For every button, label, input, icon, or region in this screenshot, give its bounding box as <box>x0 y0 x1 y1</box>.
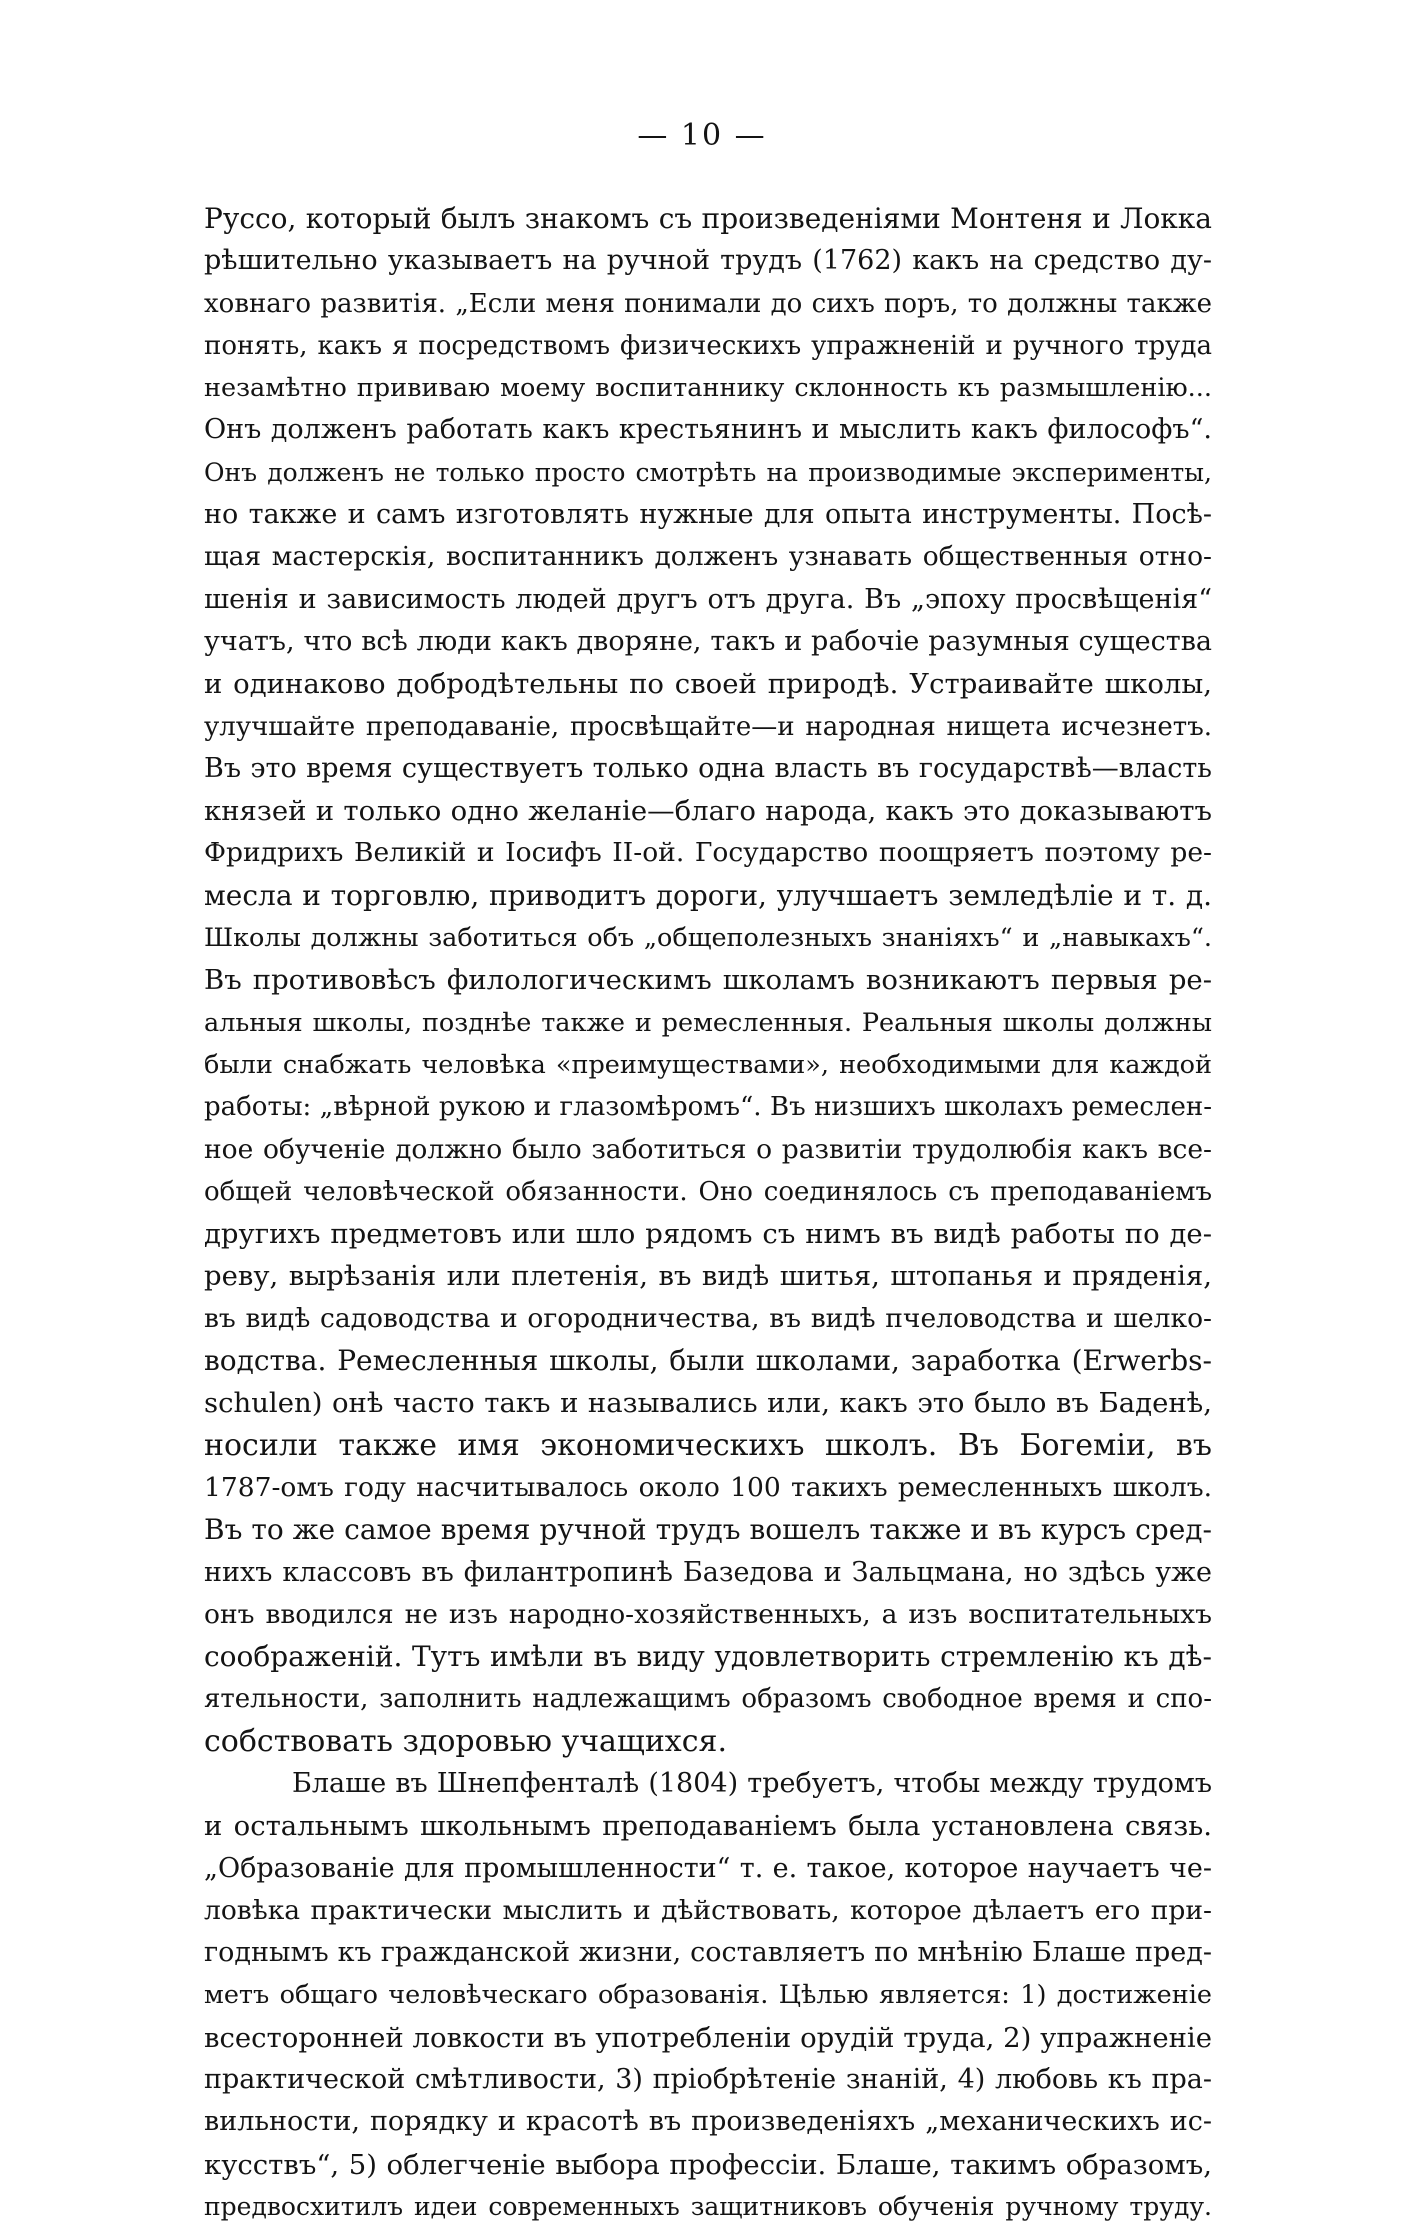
text-line: и одинаково добродѣтельны по своей природѣ. Устраивайте школы, <box>204 668 1212 701</box>
text-line: рѣшительно указываетъ на ручной трудъ (1762) какъ на средство ду- <box>204 245 1212 277</box>
text-line: ное обученіе должно было заботиться о развитіи трудолюбія какъ все- <box>204 1133 1212 1165</box>
text-line: Фридрихъ Великій и Іосифъ II-ой. Государство поощряетъ поэтому ре- <box>204 837 1212 869</box>
text-line: Въ противовѣсъ филологическимъ школамъ возникаютъ первыя ре- <box>204 964 1212 997</box>
text-line: ятельности, заполнить надлежащимъ образомъ свободное время и спо- <box>204 1684 1212 1715</box>
text-line: князей и только одно желаніе—благо народа, какъ это доказываютъ <box>204 795 1212 828</box>
text-line: Школы должны заботиться объ „общеполезныхъ знаніяхъ“ и „навыкахъ“. <box>204 923 1212 954</box>
text-line: кусствъ“, 5) облегченіе выбора профессіи. Блаше, такимъ образомъ, <box>204 2148 1212 2181</box>
paragraph-2 <box>204 1763 1212 2228</box>
paragraph-1 <box>204 198 1212 1763</box>
text-line: Онъ долженъ не только просто смотрѣть на производимые эксперименты, <box>204 457 1212 487</box>
text-line: носили также имя экономическихъ школъ. Въ Богеміи, въ <box>204 1427 1212 1463</box>
text-line: вильности, порядку и красотѣ въ произведеніяхъ „механическихъ ис- <box>204 2106 1212 2138</box>
text-line: соображеній. Тутъ имѣли въ виду удовлетворить стремленію къ дѣ- <box>204 1640 1212 1674</box>
text-line: работы: „вѣрной рукою и глазомѣромъ“. Въ низшихъ школахъ ремеслен- <box>204 1092 1212 1123</box>
text-line: годнымъ къ гражданской жизни, составляетъ по мнѣнію Блаше пред- <box>204 1937 1212 1969</box>
text-line: Руссо, который былъ знакомъ съ произведеніями Монтеня и Локка <box>204 202 1212 235</box>
text-line: практической смѣтливости, 3) пріобрѣтеніе знаній, 4) любовь къ пра- <box>204 2064 1212 2096</box>
text-line: всесторонней ловкости въ употребленіи орудій труда, 2) упражненіе <box>204 2021 1212 2054</box>
text-line: метъ общаго человѣческаго образованія. Цѣлью является: 1) достиженіе <box>204 1980 1212 2011</box>
text-line: предвосхитилъ идеи современныхъ защитниковъ обученія ручному труду. <box>204 2191 1212 2221</box>
text-line: но также и самъ изготовлять нужные для опыта инструменты. Посѣ- <box>204 499 1212 531</box>
text-line: онъ вводился не изъ народно-хозяйственныхъ, а изъ воспитательныхъ <box>204 1598 1212 1630</box>
text-line: общей человѣческой обязанности. Оно соединялось съ преподаваніемъ <box>204 1176 1212 1207</box>
text-line: Онъ долженъ работать какъ крестьянинъ и мыслить какъ философъ“. <box>204 414 1212 446</box>
text-line: понять, какъ я посредствомъ физическихъ упражненій и ручного труда <box>204 330 1212 361</box>
text-line: и остальнымъ школьнымъ преподаваніемъ была установлена связь. <box>204 1810 1212 1843</box>
page-number: — 10 — <box>637 118 767 153</box>
text-line: 1787-омъ году насчитывалось около 100 такихъ ремесленныхъ школъ. <box>204 1471 1212 1503</box>
text-line: „Образованіе для промышленности“ т. е. такое, которое научаетъ че- <box>204 1852 1212 1884</box>
text-line: щая мастерскія, воспитанникъ долженъ узнавать общественныя отно- <box>204 541 1212 573</box>
text-line: нихъ классовъ въ филантропинѣ Базедова и Зальцмана, но здѣсь уже <box>204 1556 1212 1588</box>
text-line: schulen) онѣ часто такъ и назывались или, какъ это было въ Баденѣ, <box>204 1387 1212 1420</box>
text-line: Блаше въ Шнепфенталѣ (1804) требуетъ, чтобы между трудомъ <box>292 1767 1212 1799</box>
body-text <box>204 198 1212 2228</box>
text-line: ховнаго развитія. „Если меня понимали до сихъ поръ, то должны также <box>204 288 1212 319</box>
text-line: реву, вырѣзанія или плетенія, въ видѣ шитья, штопанья и пряденія, <box>204 1260 1212 1293</box>
text-line: улучшайте преподаваніе, просвѣщайте—и народная нищета исчезнетъ. <box>204 711 1212 742</box>
text-line: учатъ, что всѣ люди какъ дворяне, такъ и рабочіе разумныя существа <box>204 625 1212 657</box>
text-line: были снабжать человѣка «преимуществами», необходимыми для каждой <box>204 1049 1212 1080</box>
text-line: альныя школы, позднѣе также и ремесленныя. Реальныя школы должны <box>204 1007 1212 1038</box>
text-line: другихъ предметовъ или шло рядомъ съ нимъ въ видѣ работы по де- <box>204 1218 1212 1251</box>
text-line: въ видѣ садоводства и огородничества, въ видѣ пчеловодства и шелко- <box>204 1302 1212 1334</box>
text-line: ловѣка практически мыслить и дѣйствовать, которое дѣлаетъ его при- <box>204 1894 1212 1926</box>
text-line: Въ это время существуетъ только одна власть въ государствѣ—власть <box>204 752 1212 784</box>
text-line: месла и торговлю, приводитъ дороги, улучшаетъ земледѣліе и т. д. <box>204 878 1212 912</box>
text-line: шенія и зависимость людей другъ отъ друга. Въ „эпоху просвѣщенія“ <box>204 583 1212 615</box>
text-line: водства. Ремесленныя школы, были школами, заработка (Erwerbs- <box>204 1344 1212 1378</box>
text-line: незамѣтно прививаю моему воспитаннику склонность къ размышленію... <box>204 373 1212 404</box>
text-line: собствовать здоровью учащихся. <box>204 1723 727 1759</box>
text-line: Въ то же самое время ручной трудъ вошелъ также и въ курсъ сред- <box>204 1513 1212 1547</box>
